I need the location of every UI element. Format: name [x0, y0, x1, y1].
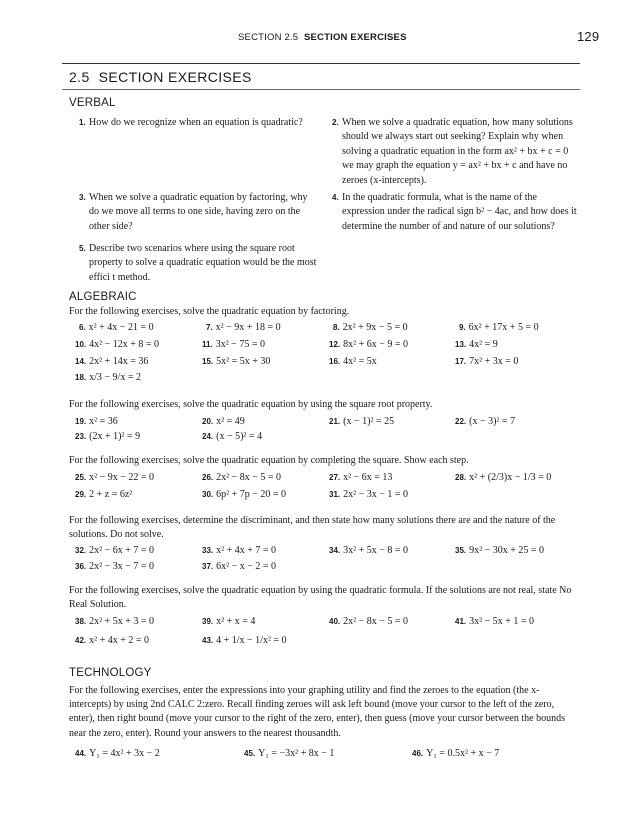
exercise-34: 34. 3x² + 5x − 8 = 0	[329, 545, 409, 556]
exercise-38: 38. 2x² + 5x + 3 = 0	[75, 616, 155, 627]
exercise-45: 45. Y₁ = −3x² + 8x − 1	[244, 748, 335, 759]
exercise-13: 13. 4x² = 9	[455, 339, 498, 350]
instruction-quadratic-formula: For the following exercises, solve the quadratic equation by using the quadratic formula. If the solutions are not real, state No Real Solution.	[69, 585, 572, 611]
exercise-39: 39. x² + x = 4	[202, 616, 256, 627]
exercise-30: 30. 6p² + 7p − 20 = 0	[202, 489, 287, 500]
exercise-15: 15. 5x² = 5x + 30	[202, 356, 271, 367]
exercise-41: 41. 3x² − 5x + 1 = 0	[455, 616, 535, 627]
exercise-40: 40. 2x² − 8x − 5 = 0	[329, 616, 409, 627]
exercise-7: 7. x² − 9x + 18 = 0	[206, 322, 281, 333]
exercise-42: 42. x² + 4x + 2 = 0	[75, 635, 150, 646]
instruction-discriminant: For the following exercises, determine the discriminant, and then state how many solutions there are and the nature of the solutions. Do not solve.	[69, 515, 556, 541]
exercise-18: 18. x/3 − 9/x = 2	[75, 372, 141, 383]
exercise-25: 25. x² − 9x − 22 = 0	[75, 472, 155, 483]
page-number: 129	[577, 29, 600, 44]
exercise-37: 37. 6x² − x − 2 = 0	[202, 561, 277, 572]
exercise-21: 21. (x − 1)² = 25	[329, 416, 395, 427]
exercise-36: 36. 2x² − 3x − 7 = 0	[75, 561, 155, 572]
exercise-24: 24. (x − 5)² = 4	[202, 431, 263, 442]
exercise-29: 29. 2 + z = 6z²	[75, 489, 133, 500]
top-rule	[62, 63, 580, 64]
question-1: 1. How do we recognize when an equation is quadratic?	[79, 117, 303, 128]
exercise-32: 32. 2x² − 6x + 7 = 0	[75, 545, 155, 556]
exercise-27: 27. x² − 6x = 13	[329, 472, 393, 483]
exercise-17: 17. 7x² + 3x = 0	[455, 356, 519, 367]
exercise-44: 44. Y₁ = 4x² + 3x − 2	[75, 748, 160, 759]
algebraic-heading: ALGEBRAIC	[69, 291, 137, 303]
exercise-11: 11. 3x² − 75 = 0	[202, 339, 265, 350]
exercise-14: 14. 2x² + 14x = 36	[75, 356, 149, 367]
question-2: 2. When we solve a quadratic equation, how many solutions should we always start out seeking? Explain why when solving a quadratic equation in the form ax² + bx + c = 0 we may graph the equation y = ax² + bx + c and have no zeroes (x-intercepts).	[332, 117, 573, 186]
question-5: 5. Describe two scenarios where using the square root property to solve a quadratic equation would be the most effici t method.	[79, 243, 317, 283]
title-rule	[62, 89, 580, 90]
exercise-19: 19. x² = 36	[75, 416, 118, 427]
instruction-technology: For the following exercises, enter the expressions into your graphing utility and find the zeroes to the equation (the x-intercepts) by using 2nd CALC 2:zero. Recall finding zeroes will ask left bound (move your cursor to the left of the zero, enter), then right bound (move your cursor to the right of the zero, enter), then guess (move your cursor between the bounds near the zero, enter). Round your answers to the nearest thousandth.	[69, 685, 565, 739]
verbal-heading: VERBAL	[69, 97, 116, 109]
question-3: 3. When we solve a quadratic equation by factoring, why do we move all terms to one side, having zero on the other side?	[79, 192, 308, 232]
exercise-23: 23. (2x + 1)² = 9	[75, 431, 141, 442]
exercise-20: 20. x² = 49	[202, 416, 245, 427]
exercise-35: 35. 9x² − 30x + 25 = 0	[455, 545, 545, 556]
instruction-factoring: For the following exercises, solve the quadratic equation by factoring.	[69, 306, 350, 317]
exercise-16: 16. 4x² = 5x	[329, 356, 377, 367]
exercise-6: 6. x² + 4x − 21 = 0	[79, 322, 154, 333]
exercise-26: 26. 2x² − 8x − 5 = 0	[202, 472, 282, 483]
question-4: 4. In the quadratic formula, what is the name of the expression under the radical sign b² − 4ac, and how does it determine the number of and nature of our solutions?	[332, 192, 577, 232]
running-head-section: SECTION 2.5 SECTION EXERCISES	[238, 32, 407, 43]
instruction-square-root: For the following exercises, solve the quadratic equation by using the square root property.	[69, 399, 433, 410]
exercise-33: 33. x² + 4x + 7 = 0	[202, 545, 277, 556]
technology-heading: TECHNOLOGY	[69, 667, 152, 679]
exercise-31: 31. 2x² − 3x − 1 = 0	[329, 489, 409, 500]
exercise-12: 12. 8x² + 6x − 9 = 0	[329, 339, 409, 350]
exercise-28: 28. x² + (2/3)x − 1/3 = 0	[455, 472, 552, 483]
exercise-43: 43. 4 + 1/x − 1/x² = 0	[202, 635, 287, 646]
exercise-8: 8. 2x² + 9x − 5 = 0	[333, 322, 408, 333]
running-head	[0, 31, 630, 45]
exercise-10: 10. 4x² − 12x + 8 = 0	[75, 339, 160, 350]
instruction-completing-square: For the following exercises, solve the quadratic equation by completing the square. Show each step.	[69, 455, 469, 466]
exercise-9: 9. 6x² + 17x + 5 = 0	[459, 322, 539, 333]
exercise-46: 46. Y₁ = 0.5x² + x − 7	[412, 748, 500, 759]
page-title: 2.5 SECTION EXERCISES	[69, 69, 252, 85]
exercise-22: 22. (x − 3)² = 7	[455, 416, 516, 427]
